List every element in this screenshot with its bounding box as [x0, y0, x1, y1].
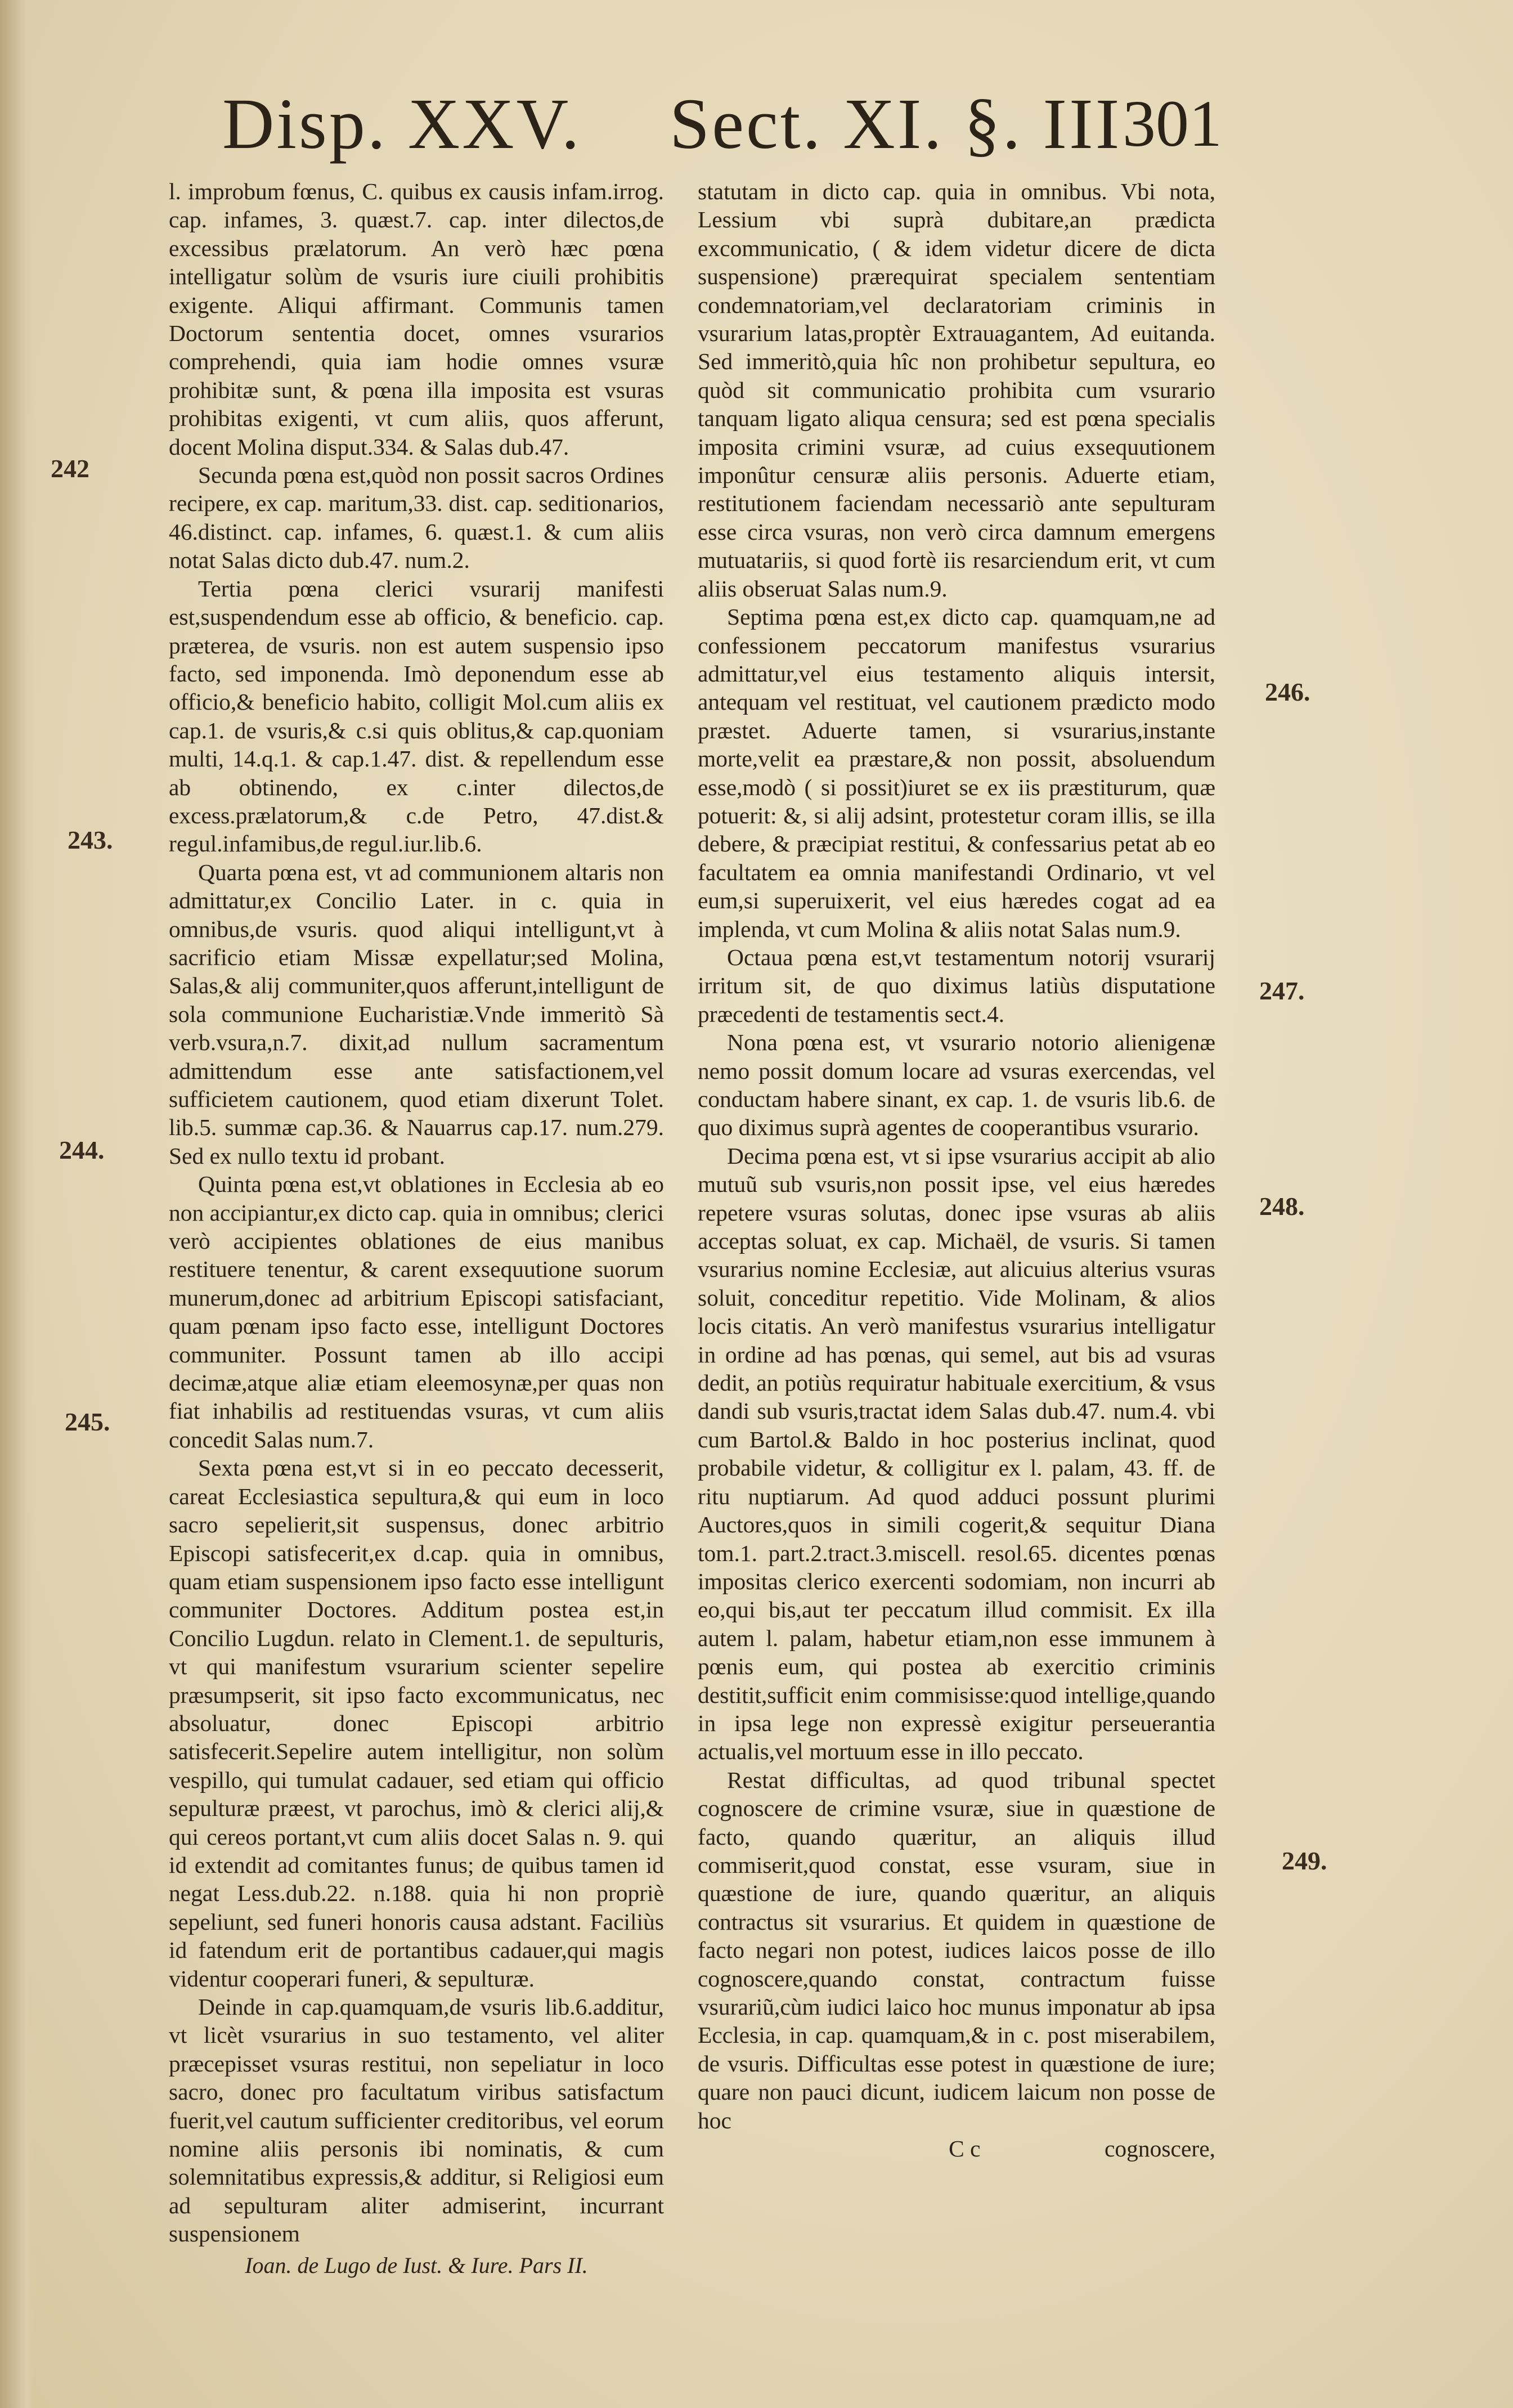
margin-number-249: 249. — [1282, 1846, 1327, 1875]
paragraph-left-5: Sexta pœna est,vt si in eo peccato decesserit, careat Ecclesiastica sepultura,& qui eum in loco sacro sepelierit,sit suspensus, donec arbitrio Episcopi satisfecerit,ex d.cap. quia in omnibus, quam etiam suspensionem ipso facto esse intelligunt communiter Doctores. Additum postea est,in Concilio Lugdun. relato in Clement.1. de sepulturis, vt qui manifestum vsurarium scienter sepelire præsumpserit, sit ipso facto excommunicatus, nec absoluatur, donec Episcopi arbitrio satisfecerit.Sepelire autem intelligitur, non solùm vespillo, qui tumulat cadauer, sed etiam qui officio sepulturæ præest, vt parochus, imò & clerici alij,& qui cereos portant,vt cum aliis docet Salas n. 9. qui id extendit ad comitantes funus; de quibus tamen id negat Less.dub.22. n.188. quia hi non propriè sepeliunt, sed funeri honoris causa adstant. Faciliùs id fatendum erit de portantibus cadauer,qui magis videntur cooperari funeri, & sepulturæ. — [169, 1455, 664, 1992]
paragraph-left-6: Deinde in cap.quamquam,de vsuris lib.6.additur, vt licèt vsurarius in suo testamento, vel aliter præcepisset vsuras restitui, non sepeliatur in loco sacro, donec pro facultatum viribus satisfactum fuerit,vel cautum sufficienter creditoribus, vel eorum nomine aliis personis ibi nominatis, & cum solemnitatibus expressis,& additur, si Religiosi eum ad sepulturam aliter admiserint, incurrant suspensionem — [169, 1994, 664, 2247]
paragraph-right-2: Octaua pœna est,vt testamentum notorij vsurarij irritum sit, de quo diximus latiùs disputatione præcedenti de testamentis sect.4. — [698, 944, 1215, 1027]
paragraph-right-5: Restat difficultas, ad quod tribunal spectet cognoscere de crimine vsuræ, siue in quæstione de facto, quando quæritur, an aliquis illud commiserit,quod constat, esse vsuram, siue in quæstione de iure, quando quæritur, an aliquis contractus sit vsurarius. Et quidem in quæstione de facto negari non potest, iudices laicos posse de illo cognoscere,quando constat, contractum fuisse vsurariũ,cùm iudici laico hoc munus imponatur ab ipsa Ecclesia, in cap. quamquam,& in c. post miserabilem, de vsuris. Difficultas esse potest in quæstione de iure; quare non pauci dicunt, iudicem laicum non posse de hoc — [698, 1766, 1215, 2133]
margin-number-248: 248. — [1259, 1192, 1305, 1221]
catchword-line — [698, 2135, 1215, 2163]
paragraph-right-1: Septima pœna est,ex dicto cap. quamquam,ne ad confessionem peccatorum manifestus vsurarius admittatur,vel eius testamento aliquis intersit, antequam vel restituat, vel cautionem prædicto modo præstet. Aduerte tamen, si vsurarius,instante morte,velit ea præstare,& non possit, absoluendum esse,modò ( si possit)iuret se ex iis præstiturum, quæ potuerit: &, si alij adsint, protestetur coram illis, se illa debere, & præcipiat restitui, & confessarius petat ab eo facultatem ea omnia manifestandi Ordinario, vt vel eum,si superuixerit, vel eius hæredes cogat ad ea implenda, vt cum Molina & aliis notat Salas num.9. — [698, 604, 1215, 942]
right-column — [698, 177, 1215, 2163]
paragraph-right-0: statutam in dicto cap. quia in omnibus. Vbi nota, Lessium vbi suprà dubitare,an prædicta excommunicatio, ( & idem videtur dicere de dicta suspensione) prærequirat specialem sententiam condemnatoriam,vel declaratoriam criminis in vsurarium latas,proptèr Extrauagantem, Ad euitanda. Sed immeritò,quia hîc non prohibetur sepultura, eo quòd sit communicatio prohibita cum vsurario tanquam ligato aliqua censura; sed est pœna specialis imposita crimini vsuræ, ad cuius exsequutionem imponûtur censuræ aliis personis. Aduerte etiam, restitutionem faciendam necessariò ante sepulturam esse circa vsuras, non verò circa damnum emergens mutuatariis, si quod fortè iis resarciendum erit, vt cum aliis obseruat Salas num.9. — [698, 178, 1215, 602]
paragraph-left-0: l. improbum fœnus, C. quibus ex causis infam.irrog. cap. infames, 3. quæst.7. cap. inter dilectos,de excessibus prælatorum. An verò hæc pœna intelligatur solùm de vsuris iure ciuili prohibitis exigente. Aliqui affirmant. Communis tamen Doctorum sententia docet, omnes vsurarios comprehendi, quia iam hodie omnes vsuræ prohibitæ sunt, & pœna illa imposita est vsuras prohibitas exigenti, vt cum aliis, quos afferunt, docent Molina disput.334. & Salas dub.47. — [169, 178, 664, 460]
page-edge-shadow — [0, 0, 34, 2408]
paragraph-left-4: Quinta pœna est,vt oblationes in Ecclesia ab eo non accipiantur,ex dicto cap. quia in omnibus; clerici verò accipientes oblationes de eius manibus restituere tenentur, & carent exsequutione suorum munerum,donec ad arbitrium Episcopi satisfaciant, quam pœnam ipso facto esse, intelligunt Doctores communiter. Possunt tamen ab illo accipi decimæ,atque aliæ etiam eleemosynæ,per quas non fiat inhabilis ad restituendas vsuras, vt cum aliis concedit Salas num.7. — [169, 1171, 664, 1452]
header-disputation: Disp. XXV. — [222, 84, 582, 164]
catchword: cognoscere, — [1104, 2136, 1215, 2162]
running-header — [0, 68, 1513, 180]
signature-line: Ioan. de Lugo de Iust. & Iure. Pars II. — [245, 2252, 588, 2278]
margin-number-247: 247. — [1259, 976, 1305, 1005]
margin-number-243: 243. — [68, 826, 113, 854]
signature-mark: C c — [949, 2136, 981, 2162]
paragraph-right-3: Nona pœna est, vt vsurario notorio alienigenæ nemo possit domum locare ad vsuras exercendas, vel conductam habere sinant, ex cap. 1. de vsuris lib.6. de quo diximus suprà agentes de cooperantibus vsurario. — [698, 1029, 1215, 1141]
margin-number-246: 246. — [1265, 678, 1310, 706]
margin-number-244: 244. — [59, 1136, 105, 1164]
paragraph-right-4: Decima pœna est, vt si ipse vsurarius accipit ab alio mutuũ sub vsuris,non possit ipse, vel eius hæredes repetere vsuras solutas, donec ipse vsuras ab aliis acceptas soluat, ex cap. Michaël, de vsuris. Si tamen vsurarius nomine Ecclesiæ, aut alicuius alterius vsuras soluit, conceditur repetitio. Vide Molinam, & alios locis citatis. An verò manifestus vsurarius intelligatur in ordine ad has pœnas, qui semel, aut bis ad vsuras dedit, an potiùs requiratur habituale exercitium, & vsus dandi sub vsuris,tractat idem Salas dub.47. num.4. vbi cum Bartol.& Baldo in hoc posterius inclinat, quod probabile videtur, & colligitur ex l. palam, 43. ff. de ritu nuptiarum. Ad quod adduci possunt plurimi Auctores,quos in simili cogerit,& sequitur Diana tom.1. part.2.tract.3.miscell. resol.65. dicentes pœnas impositas clerico exercenti sodomiam, non incurri ab eo,qui bis,aut ter peccatum illud commisit. Ex illa autem l. palam, habetur etiam,non esse immunem à pœnis eum, qui postea ab exercitio criminis destitit,sufficit enim commisisse:quod intellige,quando in ipsa lege non expressè exigitur perseuerantia actualis,vel mortuum esse in illo peccato. — [698, 1142, 1215, 1765]
paragraph-left-2: Tertia pœna clerici vsurarij manifesti est,suspendendum esse ab officio, & beneficio. cap. præterea, de vsuris. non est autem suspensio ipso facto, sed imponenda. Imò deponendum esse ab officio,& beneficio habito, colligit Mol.cum aliis ex cap.1. de vsuris,& c.si quis oblitus,& cap.quoniam multi, 14.q.1. & cap.1.47. dist. & repellendum esse ab obtinendo, ex c.inter dilectos,de excess.prælatorum,& c.de Petro, 47.dist.& regul.infamibus,de regul.iur.lib.6. — [169, 575, 664, 857]
page-number: 301 — [1123, 87, 1222, 160]
paragraph-left-3: Quarta pœna est, vt ad communionem altaris non admittatur,ex Concilio Later. in c. quia in omnibus,de vsuris. quod aliqui intelligunt,vt à sacrificio etiam Missæ expellatur;sed Molina, Salas,& alij communiter,quos afferunt,intelligunt de sola communione Eucharistiæ.Vnde immeritò Sà verb.vsura,n.7. dixit,ad nullum sacramentum admittendum esse ante satisfactionem,vel sufficietem cautionem, quod etiam dixerunt Tolet. lib.5. summæ cap.36. & Nauarrus cap.17. num.279. Sed ex nullo textu id probant. — [169, 859, 664, 1169]
margin-number-245: 245. — [65, 1407, 110, 1436]
paragraph-left-1: Secunda pœna est,quòd non possit sacros Ordines recipere, ex cap. maritum,33. dist. cap. seditionarios, 46.distinct. cap. infames, 6. quæst.1. & cum aliis notat Salas dicto dub.47. num.2. — [169, 462, 664, 573]
header-section: Sect. XI. §. III — [670, 84, 1122, 164]
left-column — [169, 177, 664, 2280]
margin-number-242: 242 — [51, 454, 89, 483]
